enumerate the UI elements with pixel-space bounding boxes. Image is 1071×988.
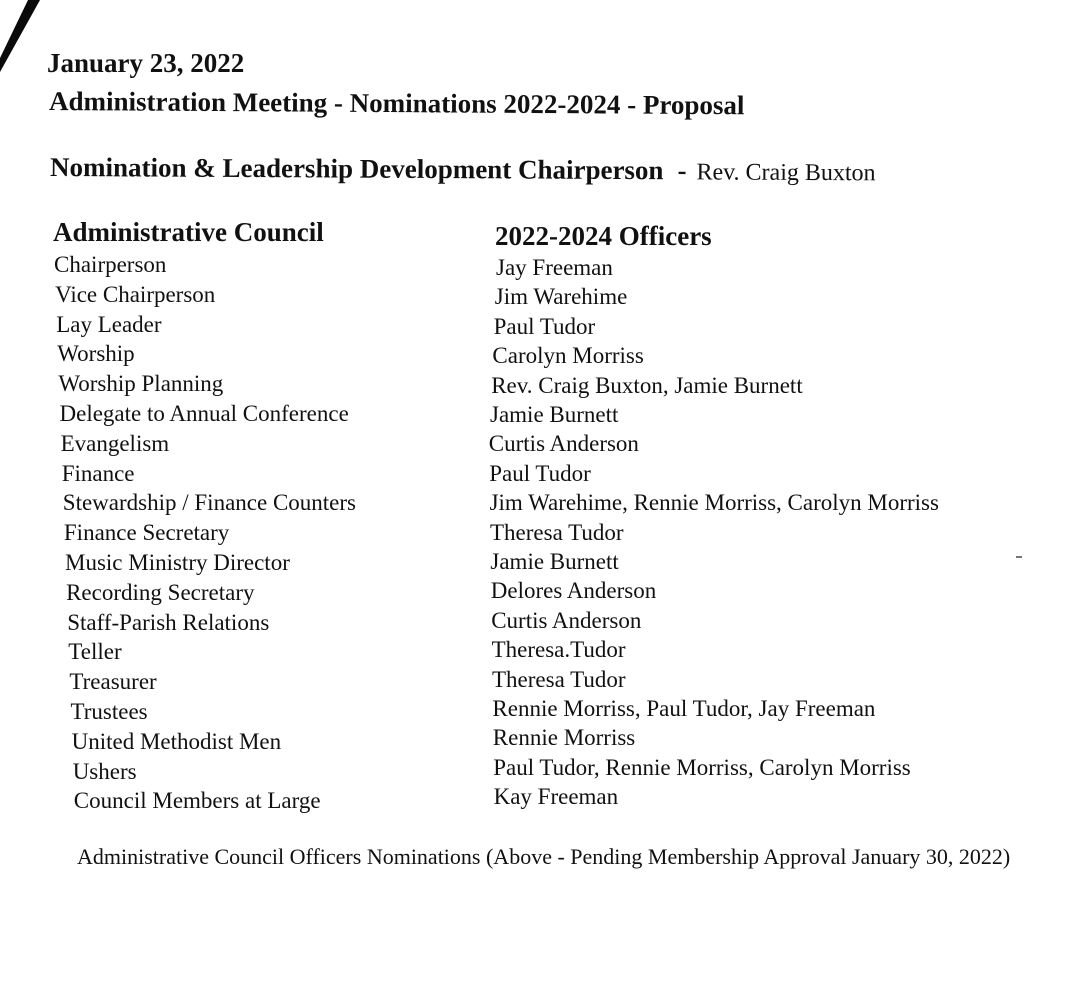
footnote: Administrative Council Officers Nominations (Above - Pending Membership Approval January 30, 2022) [77,844,1011,869]
column-header-council: Administrative Council [53,217,324,247]
council-role: Chairperson [54,252,167,277]
council-role: Delegate to Annual Conference [59,401,349,426]
officer-names: Curtis Anderson [488,431,639,457]
officer-names: Theresa.Tudor [491,637,626,663]
council-role: Worship [57,341,135,367]
officer-names: Rev. Craig Buxton, Jamie Burnett [491,372,803,398]
council-role: Treasurer [69,669,157,695]
officer-names: Curtis Anderson [491,607,642,633]
council-role: Finance Secretary [63,520,230,546]
chairperson-name: Rev. Craig Buxton [696,159,876,187]
council-role: Finance [61,460,135,486]
council-role: Recording Secretary [66,579,255,605]
column-header-officers: 2022-2024 Officers [495,221,712,251]
council-role: Council Members at Large [73,788,321,814]
officer-names: Paul Tudor [493,313,596,339]
council-role: Ushers [72,758,137,784]
council-role: Vice Chairperson [55,281,216,307]
officer-names: Jamie Burnett [490,549,619,574]
officer-names: Paul Tudor [489,460,591,486]
council-role: Staff-Parish Relations [67,609,270,635]
officer-names: Rennie Morriss [492,725,636,751]
officer-names: Jamie Burnett [490,402,619,427]
officer-names: Theresa Tudor [492,666,626,692]
officer-names: Jay Freeman [496,255,613,280]
document-title: Administration Meeting - Nominations 2022-2024 - Proposal [48,86,745,121]
officer-names: Paul Tudor, Rennie Morriss, Carolyn Morriss [493,754,911,780]
council-role: Teller [68,639,122,665]
officer-names: Jim Warehime, Rennie Morriss, Carolyn Morriss [489,490,939,516]
document-date: January 23, 2022 [47,48,245,78]
council-role: United Methodist Men [71,728,282,754]
officer-names: Theresa Tudor [490,519,624,545]
chairperson-separator: - [677,155,687,186]
scan-artifact [1016,556,1022,558]
council-role: Worship Planning [58,371,224,397]
officer-names: Delores Anderson [490,578,657,604]
chairperson-title: Nomination & Leadership Development Chairperson [49,152,664,186]
chairperson-line [50,152,876,187]
council-role: Stewardship / Finance Counters [62,490,357,516]
officer-names: Rennie Morriss, Paul Tudor, Jay Freeman [492,696,876,721]
council-role: Music Ministry Director [65,550,290,575]
officer-names: Jim Warehime [494,284,628,310]
officer-names: Carolyn Morriss [492,343,644,369]
council-role: Evangelism [60,430,170,456]
council-role: Trustees [70,699,148,724]
officer-names: Kay Freeman [493,784,619,810]
council-role: Lay Leader [56,311,162,337]
